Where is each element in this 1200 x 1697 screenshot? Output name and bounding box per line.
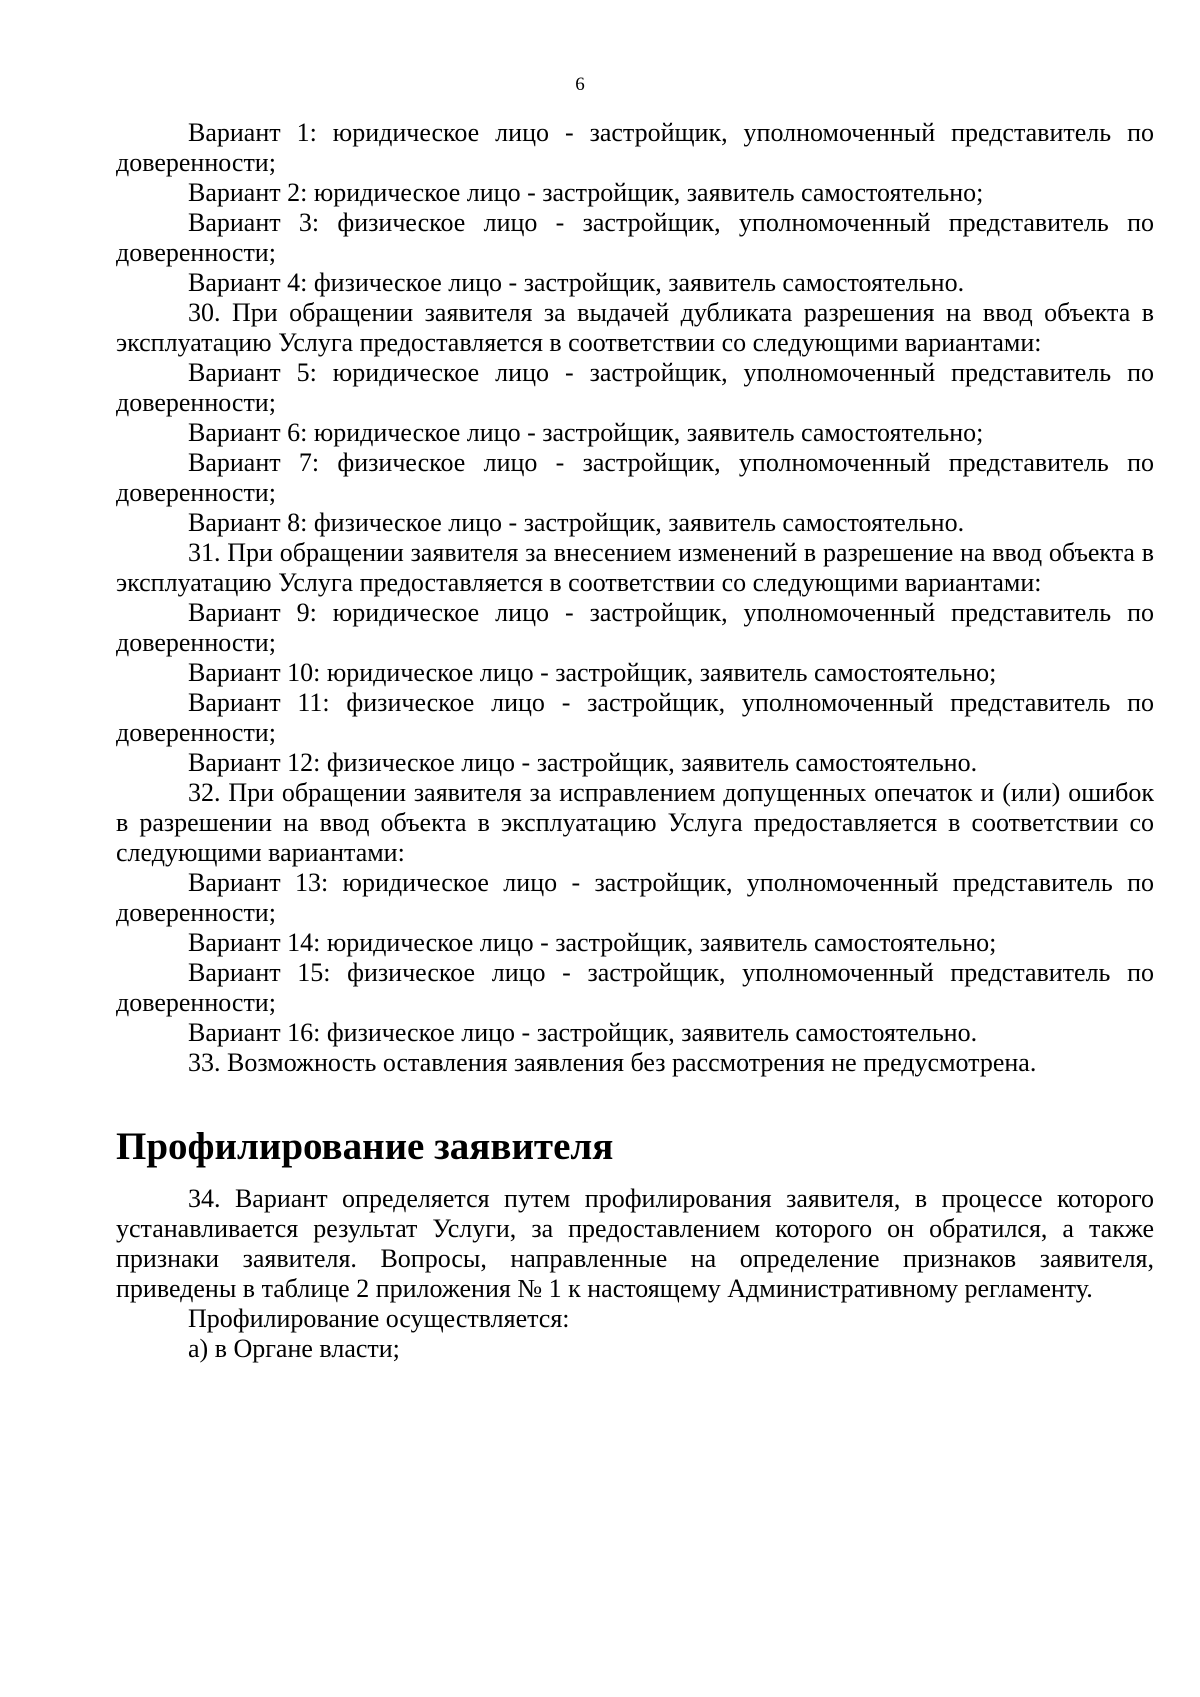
paragraph-variant-5: Вариант 5: юридическое лицо - застройщик, уполномоченный представитель по доверенности; <box>116 358 1154 417</box>
paragraph-variant-2: Вариант 2: юридическое лицо - застройщик, заявитель самостоятельно; <box>188 178 984 207</box>
page-number: 6 <box>575 74 585 95</box>
paragraph-item-30: 30. При обращении заявителя за выдачей дубликата разрешения на ввод объекта в эксплуатацию Услуга предоставляется в соответствии со следующими вариантами: <box>116 298 1154 357</box>
paragraph-profiling-a: а) в Органе власти; <box>188 1334 400 1363</box>
document-body <box>116 118 1154 1364</box>
paragraph-variant-10: Вариант 10: юридическое лицо - застройщик, заявитель самостоятельно; <box>188 658 997 687</box>
paragraph-variant-9: Вариант 9: юридическое лицо - застройщик, уполномоченный представитель по доверенности; <box>116 598 1154 657</box>
paragraph-variant-13: Вариант 13: юридическое лицо - застройщик, уполномоченный представитель по доверенности; <box>116 868 1154 927</box>
paragraph-variant-14: Вариант 14: юридическое лицо - застройщик, заявитель самостоятельно; <box>188 928 997 957</box>
paragraph-profiling-intro: Профилирование осуществляется: <box>188 1304 570 1333</box>
paragraph-variant-8: Вариант 8: физическое лицо - застройщик, заявитель самостоятельно. <box>188 508 965 537</box>
paragraph-item-32: 32. При обращении заявителя за исправлением допущенных опечаток и (или) ошибок в разрешении на ввод объекта в эксплуатацию Услуга предоставляется в соответствии со следующими вариантами: <box>116 778 1154 867</box>
paragraph-variant-16: Вариант 16: физическое лицо - застройщик, заявитель самостоятельно. <box>188 1018 978 1047</box>
paragraph-variant-7: Вариант 7: физическое лицо - застройщик, уполномоченный представитель по доверенности; <box>116 448 1154 507</box>
paragraph-item-34: 34. Вариант определяется путем профилирования заявителя, в процессе которого устанавливается результат Услуги, за предоставлением которого он обратился, а также признаки заявителя. Вопросы, направленные на определение признаков заявителя, приведены в таблице 2 приложения № 1 к настоящему Административному регламенту. <box>116 1184 1154 1303</box>
paragraph-variant-12: Вариант 12: физическое лицо - застройщик, заявитель самостоятельно. <box>188 748 978 777</box>
paragraph-item-33: 33. Возможность оставления заявления без рассмотрения не предусмотрена. <box>188 1048 1037 1077</box>
paragraph-variant-15: Вариант 15: физическое лицо - застройщик, уполномоченный представитель по доверенности; <box>116 958 1154 1017</box>
paragraph-item-31: 31. При обращении заявителя за внесением изменений в разрешение на ввод объекта в эксплуатацию Услуга предоставляется в соответствии со следующими вариантами: <box>116 538 1154 597</box>
paragraph-variant-3: Вариант 3: физическое лицо - застройщик, уполномоченный представитель по доверенности; <box>116 208 1154 267</box>
paragraph-variant-4: Вариант 4: физическое лицо - застройщик, заявитель самостоятельно. <box>188 268 965 297</box>
section-heading: Профилирование заявителя <box>116 1125 614 1168</box>
paragraph-variant-1: Вариант 1: юридическое лицо - застройщик, уполномоченный представитель по доверенности; <box>116 118 1154 177</box>
paragraph-variant-6: Вариант 6: юридическое лицо - застройщик, заявитель самостоятельно; <box>188 418 984 447</box>
paragraph-variant-11: Вариант 11: физическое лицо - застройщик, уполномоченный представитель по доверенности; <box>116 688 1154 747</box>
